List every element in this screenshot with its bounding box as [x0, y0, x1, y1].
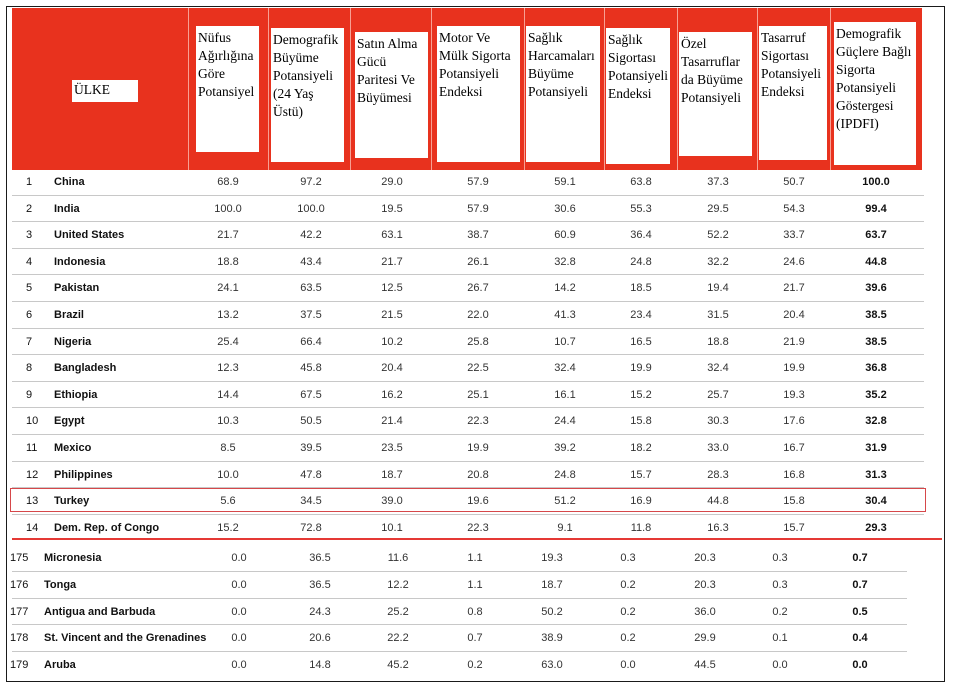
row-ipdfi: 35.2 — [865, 388, 887, 401]
row-value: 21.5 — [381, 309, 403, 321]
row-value: 59.1 — [554, 176, 576, 188]
row-ipdfi: 0.5 — [852, 605, 868, 618]
row-value: 21.7 — [217, 229, 239, 242]
row-country: Dem. Rep. of Congo — [54, 521, 160, 534]
row-value: 22.2 — [387, 632, 409, 645]
row-value: 10.3 — [217, 415, 239, 428]
row-ipdfi: 0.7 — [852, 552, 868, 564]
row-value: 0.0 — [772, 659, 788, 672]
row-value: 16.1 — [554, 388, 576, 401]
header-col-1: Nüfus Ağırlığına Göre Potansiyel — [196, 26, 259, 152]
row-value: 0.2 — [620, 632, 636, 645]
row-ipdfi: 0.7 — [852, 578, 868, 591]
row-country: St. Vincent and the Grenadines — [44, 632, 207, 645]
row-value: 18.5 — [630, 282, 652, 295]
row-value: 10.0 — [217, 468, 239, 481]
row-rank: 177 — [10, 605, 29, 618]
row-value: 0.2 — [620, 605, 636, 618]
row-value: 33.7 — [783, 229, 805, 242]
row-value: 19.4 — [707, 282, 729, 295]
row-value: 21.7 — [783, 282, 805, 295]
row-value: 12.2 — [387, 578, 409, 591]
header-col-3: Satın Alma Gücü Paritesi Ve Büyümesi — [355, 32, 428, 158]
row-country: United States — [54, 229, 125, 242]
row-country: Philippines — [54, 468, 113, 481]
row-value: 20.6 — [309, 632, 331, 645]
row-value: 25.2 — [387, 605, 409, 618]
table-row — [0, 222, 960, 248]
row-value: 10.2 — [381, 335, 403, 348]
row-value: 14.4 — [217, 388, 239, 401]
row-ipdfi: 63.7 — [865, 229, 887, 242]
table-row — [0, 169, 960, 195]
row-rank: 175 — [10, 552, 29, 564]
row-value: 25.4 — [217, 335, 239, 348]
table-row — [0, 302, 960, 328]
header-col-9: Demografik Güçlere Bağlı Sigorta Potansiyeli Göstergesi (IPDFI) — [834, 22, 916, 165]
row-value: 18.2 — [630, 442, 652, 454]
row-value: 32.2 — [707, 255, 729, 268]
row-rank: 8 — [26, 362, 33, 375]
row-ipdfi: 99.4 — [865, 202, 887, 215]
row-rank: 179 — [10, 659, 29, 672]
row-rank: 178 — [10, 632, 29, 645]
row-value: 32.4 — [554, 362, 576, 375]
row-country: Brazil — [54, 309, 84, 321]
row-value: 25.1 — [467, 388, 489, 401]
row-value: 20.4 — [783, 309, 805, 321]
row-value: 1.1 — [467, 578, 483, 591]
header-col-8: Tasarruf Sigortası Potansiyeli Endeksi — [759, 26, 827, 160]
row-value: 16.3 — [707, 521, 729, 534]
header-col-2: Demografik Büyüme Potansiyeli (24 Yaş Üstü) — [271, 28, 344, 162]
row-value: 21.7 — [381, 255, 403, 268]
row-country: Ethiopia — [54, 388, 98, 401]
row-value: 19.5 — [381, 202, 403, 215]
row-value: 0.8 — [467, 605, 483, 618]
row-value: 15.2 — [630, 388, 652, 401]
row-value: 18.8 — [707, 335, 729, 348]
row-rank: 11 — [26, 442, 38, 454]
row-value: 24.1 — [217, 282, 239, 295]
row-value: 72.8 — [300, 521, 322, 534]
row-country: Egypt — [54, 415, 85, 428]
row-value: 50.2 — [541, 605, 563, 618]
row-value: 10.1 — [381, 521, 403, 534]
row-ipdfi: 31.3 — [865, 468, 887, 481]
table-row — [0, 355, 960, 381]
row-value: 41.3 — [554, 309, 576, 321]
row-value: 19.6 — [467, 495, 489, 508]
row-value: 15.2 — [217, 521, 239, 534]
table-row — [0, 275, 960, 301]
table-row — [0, 408, 960, 434]
row-value: 23.5 — [381, 442, 403, 454]
row-country: Mexico — [54, 442, 92, 454]
row-value: 54.3 — [783, 202, 805, 215]
row-value: 31.5 — [707, 309, 729, 321]
row-value: 15.7 — [783, 521, 805, 534]
row-value: 37.3 — [707, 176, 729, 188]
row-value: 16.8 — [783, 468, 805, 481]
row-value: 51.2 — [554, 495, 576, 508]
row-rank: 9 — [26, 388, 33, 401]
row-ipdfi: 0.4 — [852, 632, 868, 645]
row-rank: 13 — [26, 495, 39, 508]
row-country: Bangladesh — [54, 362, 117, 375]
row-value: 0.0 — [231, 632, 247, 645]
row-value: 33.0 — [707, 442, 729, 454]
row-value: 38.9 — [541, 632, 563, 645]
row-value: 39.0 — [381, 495, 403, 508]
row-rank: 2 — [26, 202, 33, 215]
row-value: 57.9 — [467, 202, 489, 215]
row-value: 28.3 — [707, 468, 729, 481]
row-value: 0.0 — [231, 605, 247, 618]
row-country: China — [54, 176, 85, 188]
table-row — [0, 625, 960, 651]
row-value: 14.2 — [554, 282, 576, 295]
row-value: 22.3 — [467, 415, 489, 428]
row-value: 47.8 — [300, 468, 322, 481]
row-value: 63.8 — [630, 176, 652, 188]
row-country: Turkey — [54, 495, 90, 508]
row-value: 34.5 — [300, 495, 322, 508]
row-value: 0.0 — [231, 552, 247, 564]
table-row — [0, 435, 960, 461]
row-value: 0.3 — [772, 552, 788, 564]
row-value: 43.4 — [300, 255, 322, 268]
row-country: Nigeria — [54, 335, 92, 348]
row-value: 57.9 — [467, 176, 489, 188]
row-ipdfi: 36.8 — [865, 362, 887, 375]
row-value: 9.1 — [557, 521, 573, 534]
row-value: 19.9 — [467, 442, 489, 454]
row-value: 63.0 — [541, 659, 563, 672]
table-row — [0, 599, 960, 625]
row-value: 25.7 — [707, 388, 729, 401]
table-row — [0, 249, 960, 275]
row-value: 1.1 — [467, 552, 483, 564]
row-value: 16.5 — [630, 335, 652, 348]
row-value: 19.3 — [541, 552, 563, 564]
table-row — [0, 652, 960, 678]
row-country: Aruba — [44, 659, 76, 672]
row-value: 19.9 — [630, 362, 652, 375]
row-value: 22.5 — [467, 362, 489, 375]
row-value: 66.4 — [300, 335, 322, 348]
row-value: 45.2 — [387, 659, 409, 672]
row-value: 50.7 — [783, 176, 805, 188]
row-ipdfi: 38.5 — [865, 309, 887, 321]
row-value: 0.2 — [620, 578, 636, 591]
row-value: 18.7 — [381, 468, 403, 481]
row-rank: 3 — [26, 229, 33, 242]
row-value: 68.9 — [217, 176, 239, 188]
header-col-7: Özel Tasarruflar da Büyüme Potansiyeli — [679, 32, 752, 156]
row-value: 0.0 — [231, 578, 247, 591]
row-value: 97.2 — [300, 176, 322, 188]
row-value: 60.9 — [554, 229, 576, 242]
row-rank: 10 — [26, 415, 39, 428]
row-ipdfi: 30.4 — [865, 495, 887, 508]
row-value: 22.0 — [467, 309, 489, 321]
row-value: 45.8 — [300, 362, 322, 375]
header-col-6: Sağlık Sigortası Potansiyeli Endeksi — [606, 28, 670, 164]
row-value: 63.1 — [381, 229, 403, 242]
row-value: 26.1 — [467, 255, 489, 268]
row-ipdfi: 44.8 — [865, 255, 887, 268]
row-value: 13.2 — [217, 309, 239, 321]
row-rank: 1 — [26, 176, 33, 188]
row-ipdfi: 38.5 — [865, 335, 887, 348]
table-row — [0, 196, 960, 222]
row-value: 21.4 — [381, 415, 403, 428]
table-break-line — [12, 538, 942, 540]
row-value: 29.0 — [381, 176, 403, 188]
row-value: 36.5 — [309, 578, 331, 591]
row-value: 67.5 — [300, 388, 322, 401]
row-value: 0.1 — [772, 632, 788, 645]
row-value: 32.4 — [707, 362, 729, 375]
row-rank: 5 — [26, 282, 33, 295]
row-ipdfi: 32.8 — [865, 415, 887, 428]
row-value: 36.5 — [309, 552, 331, 564]
row-value: 24.6 — [783, 255, 805, 268]
row-value: 32.8 — [554, 255, 576, 268]
row-value: 52.2 — [707, 229, 729, 242]
row-value: 55.3 — [630, 202, 652, 215]
row-value: 24.3 — [309, 605, 331, 618]
row-value: 22.3 — [467, 521, 489, 534]
row-ipdfi: 31.9 — [865, 442, 887, 454]
row-value: 12.5 — [381, 282, 403, 295]
row-value: 16.9 — [630, 495, 652, 508]
row-value: 0.3 — [772, 578, 788, 591]
row-value: 30.3 — [707, 415, 729, 428]
row-rank: 6 — [26, 309, 33, 321]
row-value: 29.9 — [694, 632, 716, 645]
row-value: 14.8 — [309, 659, 331, 672]
row-rank: 7 — [26, 335, 33, 348]
row-ipdfi: 29.3 — [865, 521, 887, 534]
table-row — [0, 382, 960, 408]
row-rank: 4 — [26, 255, 33, 268]
row-rank: 12 — [26, 468, 39, 481]
row-value: 20.3 — [694, 552, 716, 564]
row-ipdfi: 100.0 — [862, 176, 890, 188]
header-col-4: Motor Ve Mülk Sigorta Potansiyeli Endeksi — [437, 26, 520, 162]
row-value: 0.2 — [467, 659, 483, 672]
row-value: 44.8 — [707, 495, 729, 508]
row-value: 17.6 — [783, 415, 805, 428]
row-country: Tonga — [44, 578, 77, 591]
row-value: 0.2 — [772, 605, 788, 618]
row-value: 19.9 — [783, 362, 805, 375]
row-value: 23.4 — [630, 309, 652, 321]
row-country: Pakistan — [54, 282, 100, 295]
row-value: 37.5 — [300, 309, 322, 321]
row-country: Antigua and Barbuda — [44, 605, 156, 618]
row-value: 19.3 — [783, 388, 805, 401]
row-value: 8.5 — [220, 442, 236, 454]
row-value: 18.7 — [541, 578, 563, 591]
row-value: 39.2 — [554, 442, 576, 454]
header-col-5: Sağlık Harcamaları Büyüme Potansiyeli — [526, 26, 600, 162]
row-value: 15.7 — [630, 468, 652, 481]
row-value: 24.8 — [630, 255, 652, 268]
row-value: 24.8 — [554, 468, 576, 481]
row-rank: 176 — [10, 578, 29, 591]
row-value: 11.6 — [387, 552, 409, 564]
row-value: 26.7 — [467, 282, 489, 295]
row-value: 0.7 — [467, 632, 483, 645]
row-value: 11.8 — [630, 521, 652, 534]
row-value: 15.8 — [630, 415, 652, 428]
row-value: 30.6 — [554, 202, 576, 215]
row-value: 12.3 — [217, 362, 239, 375]
row-ipdfi: 39.6 — [865, 282, 887, 295]
row-value: 0.0 — [620, 659, 636, 672]
table-header — [12, 8, 922, 170]
table-row — [0, 572, 960, 598]
table-row — [0, 329, 960, 355]
row-value: 10.7 — [554, 335, 576, 348]
row-value: 44.5 — [694, 659, 716, 672]
row-value: 15.8 — [783, 495, 805, 508]
header-country: ÜLKE — [72, 80, 138, 102]
row-value: 36.0 — [694, 605, 716, 618]
row-value: 0.0 — [231, 659, 247, 672]
row-value: 100.0 — [214, 202, 242, 215]
row-value: 100.0 — [297, 202, 325, 215]
row-value: 16.7 — [783, 442, 805, 454]
row-value: 42.2 — [300, 229, 322, 242]
row-value: 5.6 — [220, 495, 236, 508]
row-value: 63.5 — [300, 282, 322, 295]
row-value: 21.9 — [783, 335, 805, 348]
row-value: 29.5 — [707, 202, 729, 215]
row-country: India — [54, 202, 80, 215]
row-value: 39.5 — [300, 442, 322, 454]
row-value: 38.7 — [467, 229, 489, 242]
row-value: 50.5 — [300, 415, 322, 428]
row-value: 25.8 — [467, 335, 489, 348]
row-ipdfi: 0.0 — [852, 659, 868, 672]
table-row — [0, 545, 960, 571]
row-value: 20.8 — [467, 468, 489, 481]
table-row — [0, 462, 960, 488]
row-value: 18.8 — [217, 255, 239, 268]
row-value: 0.3 — [620, 552, 636, 564]
row-country: Micronesia — [44, 552, 102, 564]
row-value: 20.3 — [694, 578, 716, 591]
table-row — [0, 515, 960, 541]
row-value: 36.4 — [630, 229, 652, 242]
row-value: 16.2 — [381, 388, 403, 401]
row-value: 20.4 — [381, 362, 403, 375]
row-rank: 14 — [26, 521, 39, 534]
row-country: Indonesia — [54, 255, 106, 268]
row-value: 24.4 — [554, 415, 576, 428]
turkey-highlight — [10, 488, 926, 512]
